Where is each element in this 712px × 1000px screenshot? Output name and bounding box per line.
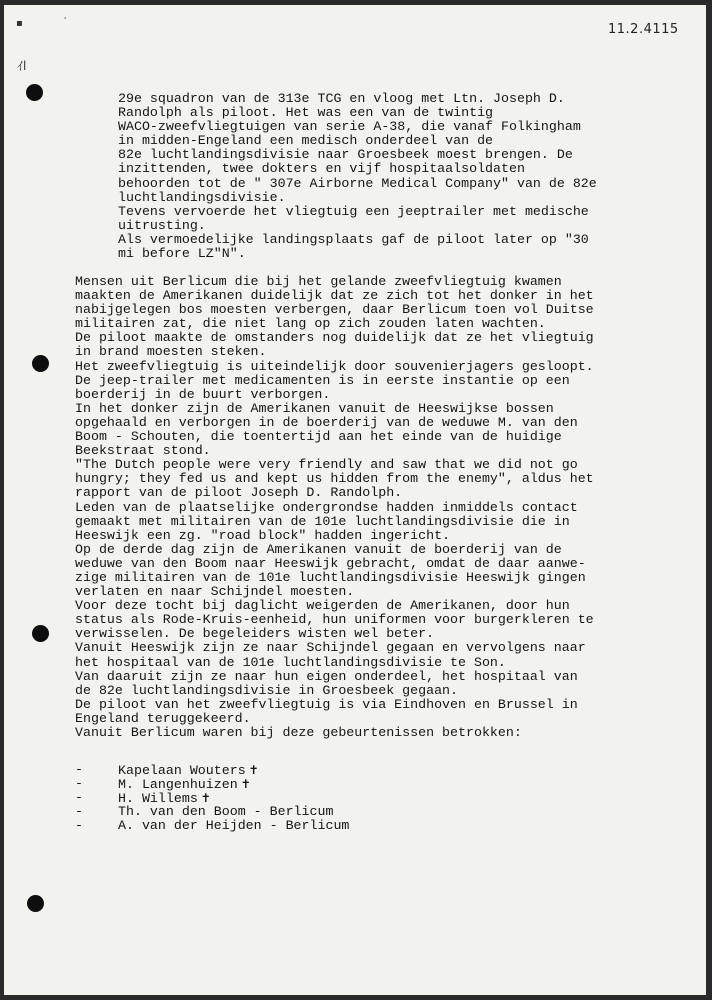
punch-hole — [27, 895, 44, 912]
text-line: Leden van de plaatselijke ondergrondse hadden inmiddels contact — [75, 499, 578, 515]
text-line: uitrusting. — [118, 217, 206, 233]
text-line: Als vermoedelijke landingsplaats gaf de piloot later op "30 — [118, 231, 589, 247]
text-line: Op de derde dag zijn de Amerikanen vanuit de boerderij van de — [75, 541, 562, 557]
main-paragraph — [75, 275, 594, 740]
text-line: Vanuit Heeswijk zijn ze naar Schijndel gegaan en vervolgens naar — [75, 640, 586, 656]
text-line: Heeswijk een zg. "road block" hadden ingericht. — [75, 527, 451, 543]
text-line: in brand moesten steken. — [75, 344, 267, 360]
text-line: Beekstraat stond. — [75, 443, 211, 459]
deceased-cross-icon: ✝ — [240, 777, 251, 792]
text-line: inzittenden, twee dokters en vijf hospitaalsoldaten — [118, 161, 525, 177]
list-dash: - — [75, 776, 83, 792]
text-line: in midden-Engeland een medisch onderdeel van de — [118, 133, 494, 149]
list-dash: - — [75, 818, 83, 834]
text-line: de 82e luchtlandingsdivisie in Groesbeek gegaan. — [75, 682, 459, 698]
text-line: boerderij in de buurt verborgen. — [75, 386, 331, 402]
text-line: gemaakt met militairen van de 101e luchtlandingsdivisie die in — [75, 513, 570, 529]
intro-paragraph — [118, 92, 597, 261]
text-line: Tevens vervoerde het vliegtuig een jeeptrailer met medische — [118, 203, 589, 219]
punch-hole — [26, 84, 43, 101]
text-line: Boom - Schouten, die toentertijd aan het einde van de huidige — [75, 429, 562, 445]
text-line: 82e luchtlandingsdivisie naar Groesbeek moest brengen. De — [118, 147, 573, 163]
corner-mark: ' — [64, 16, 67, 25]
person-name: H. Willems — [118, 791, 198, 807]
list-dash: - — [75, 762, 83, 777]
text-line: Randolph als piloot. Het was een van de twintig — [118, 105, 494, 121]
deceased-cross-icon: ✝ — [248, 763, 259, 777]
punch-hole — [32, 625, 49, 642]
text-line: verwisselen. De begeleiders wisten wel beter. — [75, 626, 435, 642]
list-dash: - — [75, 790, 83, 806]
text-line: weduwe van den Boom naar Heeswijk gebracht, omdat de daar aanwe- — [75, 555, 586, 571]
text-line: De piloot van het zweefvliegtuig is via Eindhoven en Brussel in — [75, 696, 578, 712]
text-line: Van daaruit zijn ze naar hun eigen onderdeel, het hospitaal van — [75, 668, 578, 684]
text-line: WACO-zweefvliegtuigen van serie A-38, die vanaf Folkingham — [118, 119, 581, 135]
person-name: A. van der Heijden - Berlicum — [118, 818, 350, 834]
text-line: "The Dutch people were very friendly and saw that we did not go — [75, 457, 578, 473]
archive-page-number: 11.2.4115 — [608, 22, 679, 37]
text-line: nabijgelegen bos moesten verbergen, daar Berlicum toen vol Duitse — [75, 302, 594, 318]
corner-mark: ▪ — [16, 18, 23, 29]
punch-hole — [32, 355, 49, 372]
text-line: behoorden tot de " 307e Airborne Medical Company" van de 82e — [118, 175, 597, 191]
corner-mark: ｲl — [17, 59, 27, 73]
text-line: Voor deze tocht bij daglicht weigerden de Amerikanen, door hun — [75, 598, 570, 614]
person-name: Th. van den Boom - Berlicum — [118, 804, 334, 820]
text-line: hungry; they fed us and kept us hidden from the enemy", aldus het — [75, 471, 594, 487]
text-line: De piloot maakte de omstanders nog duidelijk dat ze het vliegtuig — [75, 330, 594, 346]
document-page — [4, 5, 706, 995]
text-line: Engeland teruggekeerd. — [75, 710, 251, 726]
text-line: verlaten en naar Schijndel moesten. — [75, 584, 355, 600]
text-line: maakten de Amerikanen duidelijk dat ze zich tot het donker in het — [75, 288, 594, 304]
person-name: Kapelaan Wouters — [118, 763, 246, 778]
text-line: militairen zat, die niet lang op zich zouden laten wachten. — [75, 316, 546, 332]
text-line: zige militairen van de 101e luchtlandingsdivisie Heeswijk gingen — [75, 569, 586, 585]
text-line: 29e squadron van de 313e TCG en vloog met Ltn. Joseph D. — [118, 91, 565, 106]
text-line: In het donker zijn de Amerikanen vanuit de Heeswijkse bossen — [75, 400, 554, 416]
text-line: De jeep-trailer met medicamenten is in eerste instantie op een — [75, 372, 570, 388]
person-name: M. Langenhuizen — [118, 777, 238, 793]
text-line: Het zweefvliegtuig is uiteindelijk door souvenierjagers gesloopt. — [75, 358, 594, 374]
text-line: het hospitaal van de 101e luchtlandingsdivisie te Son. — [75, 654, 506, 670]
text-line: mi before LZ"N". — [118, 246, 246, 262]
deceased-cross-icon: ✝ — [200, 791, 211, 806]
text-line: rapport van de piloot Joseph D. Randolph. — [75, 485, 403, 501]
text-line: luchtlandingsdivisie. — [118, 189, 286, 205]
text-line: status als Rode-Kruis-eenheid, hun uniformen voor burgerkleren te — [75, 612, 594, 628]
text-line: opgehaald en verborgen in de boerderij van de weduwe M. van den — [75, 414, 578, 430]
list-dash: - — [75, 804, 83, 820]
text-line: Vanuit Berlicum waren bij deze gebeurtenissen betrokken: — [75, 725, 522, 740]
text-line: Mensen uit Berlicum die bij het gelande zweefvliegtuig kwamen — [75, 274, 562, 289]
